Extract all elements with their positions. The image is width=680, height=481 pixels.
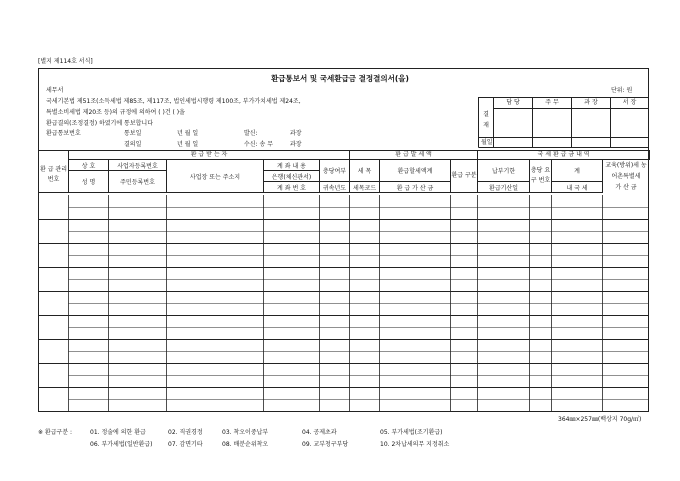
legend-item-03: 03. 착오이중납부 bbox=[222, 429, 269, 436]
legend-item-09: 09. 교부청구부당 bbox=[302, 441, 349, 448]
tax-item-header: 세 목 bbox=[350, 160, 380, 182]
approval-date-label: 월일 bbox=[481, 139, 493, 146]
resident-no-header: 주민등록번호 bbox=[109, 171, 167, 193]
refund-type-header: 환급 구분 bbox=[451, 160, 478, 193]
total-header: 계 bbox=[552, 160, 603, 182]
resolve-date-label: 결의일 bbox=[124, 141, 142, 148]
offset-header: 충당 요구 번호 bbox=[530, 160, 552, 193]
account-no-header: 계 좌 번 호 bbox=[264, 182, 320, 193]
paper-spec: 364㎜×257㎜(백상지 70g/㎡) bbox=[558, 416, 642, 423]
approval-header-manager: 과 장 bbox=[584, 99, 598, 106]
receiver-section-label: 과장 bbox=[290, 141, 302, 148]
form-number-label: [별지 제114호 서식] bbox=[38, 58, 93, 65]
legend-title: ※ 환급구분 : bbox=[38, 429, 73, 436]
attribution-year-header: 귀속년도 bbox=[320, 182, 350, 193]
legend-item-07: 07. 감면기타 bbox=[168, 441, 203, 448]
approval-label: 결 재 bbox=[483, 111, 489, 129]
legend-item-05: 05. 부가세법(조기환급) bbox=[380, 429, 443, 436]
biz-no-header: 사업자등록번호 bbox=[109, 160, 167, 171]
inner-tax-header: 내 국 세 bbox=[552, 182, 603, 193]
legend-item-04: 04. 공제초과 bbox=[302, 429, 337, 436]
legal-basis-line-1: 국세기본법 제51조(소득세법 제85조, 제117조, 법인세법시행령 제100조, 부가가치세법 제24조, bbox=[46, 98, 301, 105]
national-tax-group-header: 국 세 환 급 금 내 역 bbox=[478, 151, 650, 160]
legend-item-02: 02. 직권경정 bbox=[168, 429, 203, 436]
sender-label: 발신: bbox=[244, 130, 258, 137]
name-header: 성 명 bbox=[69, 171, 109, 193]
legend-item-10: 10. 2차납세의무 지정취소 bbox=[380, 441, 450, 448]
notice-number-label: 환급통보번호 bbox=[46, 130, 81, 137]
tax-payable-header: 환급할세액계 bbox=[380, 160, 451, 182]
unit-label: 단위: 원 bbox=[611, 87, 633, 94]
refund-date-header: 환급기산일 bbox=[478, 182, 530, 193]
approval-header-staff: 담 당 bbox=[506, 99, 520, 106]
refund-amount-group-header: 환 급 발 세 액 bbox=[350, 151, 478, 160]
legal-basis-line-3: 환급결의(조정결정) 하였기에 통보합니다 bbox=[46, 120, 154, 127]
legal-basis-line-2: 특별소비세법 제20조 등)의 규정에 의하여 ( )건 ( )을 bbox=[46, 109, 185, 116]
account-header: 계 좌 내 용 bbox=[264, 160, 320, 171]
approval-header-director: 서 장 bbox=[622, 99, 637, 106]
due-date-header: 납부기한 bbox=[478, 160, 530, 182]
add-amount-header: 가 산 금 bbox=[615, 184, 637, 191]
mgmt-no-header: 환 급 관리번호 bbox=[39, 151, 69, 193]
recipient-group-header: 환 급 받 는 자 bbox=[69, 151, 350, 160]
fulfilled-header: 충당여부 bbox=[320, 160, 350, 182]
legend-item-08: 08. 배분순위착오 bbox=[222, 441, 269, 448]
legend-item-06: 06. 부가세법(일반환급) bbox=[90, 441, 153, 448]
edu-tax-header: 교육(방위)세 농어촌특별세 bbox=[605, 162, 647, 180]
sender-section-label: 과장 bbox=[290, 130, 302, 137]
receiver-label: 수신: 송 무 bbox=[244, 141, 274, 148]
notice-ymd: 년 월 일 bbox=[177, 130, 199, 137]
resolve-ymd: 년 월 일 bbox=[177, 141, 199, 148]
approval-header-chief: 주 무 bbox=[545, 99, 559, 106]
bank-header: 은행(체신관서) bbox=[264, 171, 320, 182]
legend-item-01: 01. 정술에 의한 환급 bbox=[90, 429, 146, 436]
tax-code-header: 세목코드 bbox=[350, 182, 380, 193]
refund-calc-header: 환 급 가 산 금 bbox=[380, 182, 451, 193]
notice-date-label: 통보일 bbox=[124, 130, 142, 137]
form-title: 환급통보서 및 국세환급금 결정결의서(을) bbox=[271, 74, 409, 83]
tax-office-label: 세무서 bbox=[46, 87, 64, 94]
address-header: 사업장 또는 주소지 bbox=[167, 160, 264, 193]
company-header: 상 호 bbox=[69, 160, 109, 171]
